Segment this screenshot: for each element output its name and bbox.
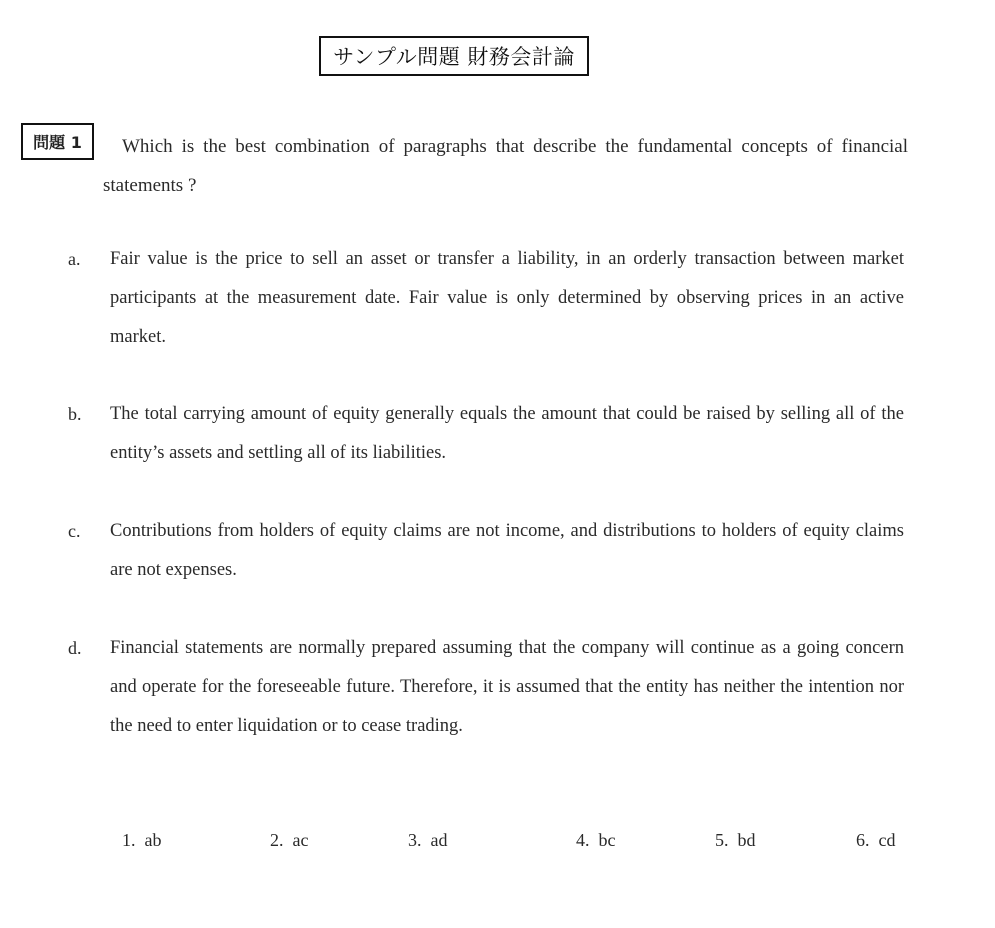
statement-text: Fair value is the price to sell an asset or transfer a liability, in an orderly transaction between market participants at the measurement date. Fair value is only determined by observing prices in an active market. xyxy=(110,249,904,347)
choice-value: bc xyxy=(598,830,616,850)
question-number-text: 問題 1 xyxy=(33,133,82,152)
answer-choice-1[interactable] xyxy=(122,830,162,851)
answer-choice-3[interactable] xyxy=(408,830,448,851)
choice-number: 5. xyxy=(715,830,729,850)
choice-number: 3. xyxy=(408,830,422,850)
page-title xyxy=(319,36,589,76)
choice-number: 1. xyxy=(122,830,136,850)
question-number-label xyxy=(21,123,94,160)
answer-choice-5[interactable] xyxy=(715,830,756,851)
statement-letter: b. xyxy=(68,404,82,424)
question-text: Which is the best combination of paragraphs that describe the fundamental concepts of financial statements ? xyxy=(103,136,908,196)
choice-number: 4. xyxy=(576,830,590,850)
answer-choice-2[interactable] xyxy=(270,830,308,851)
choice-value: cd xyxy=(878,830,896,850)
page-title-text: サンプル問題 財務会計論 xyxy=(333,45,575,69)
answer-choice-6[interactable] xyxy=(856,830,896,851)
choice-value: ad xyxy=(430,830,448,850)
statement-letter: d. xyxy=(68,638,82,658)
statement-letter: c. xyxy=(68,521,81,541)
choice-number: 6. xyxy=(856,830,870,850)
statement-text: Financial statements are normally prepared assuming that the company will continue as a going concern and operate for the foreseeable future. Therefore, it is assumed that the entity has neither the intention nor the need to enter liquidation or to cease trading. xyxy=(110,638,904,736)
choice-value: ac xyxy=(292,830,309,850)
choice-value: ab xyxy=(144,830,162,850)
answer-choices xyxy=(0,830,995,856)
statement-text: Contributions from holders of equity claims are not income, and distributions to holders of equity claims are not expenses. xyxy=(110,521,904,580)
statement-letter: a. xyxy=(68,249,81,269)
statement-text: The total carrying amount of equity generally equals the amount that could be raised by selling all of the entity’s assets and settling all of its liabilities. xyxy=(110,404,904,463)
answer-choice-4[interactable] xyxy=(576,830,616,851)
choice-number: 2. xyxy=(270,830,284,850)
choice-value: bd xyxy=(737,830,756,850)
